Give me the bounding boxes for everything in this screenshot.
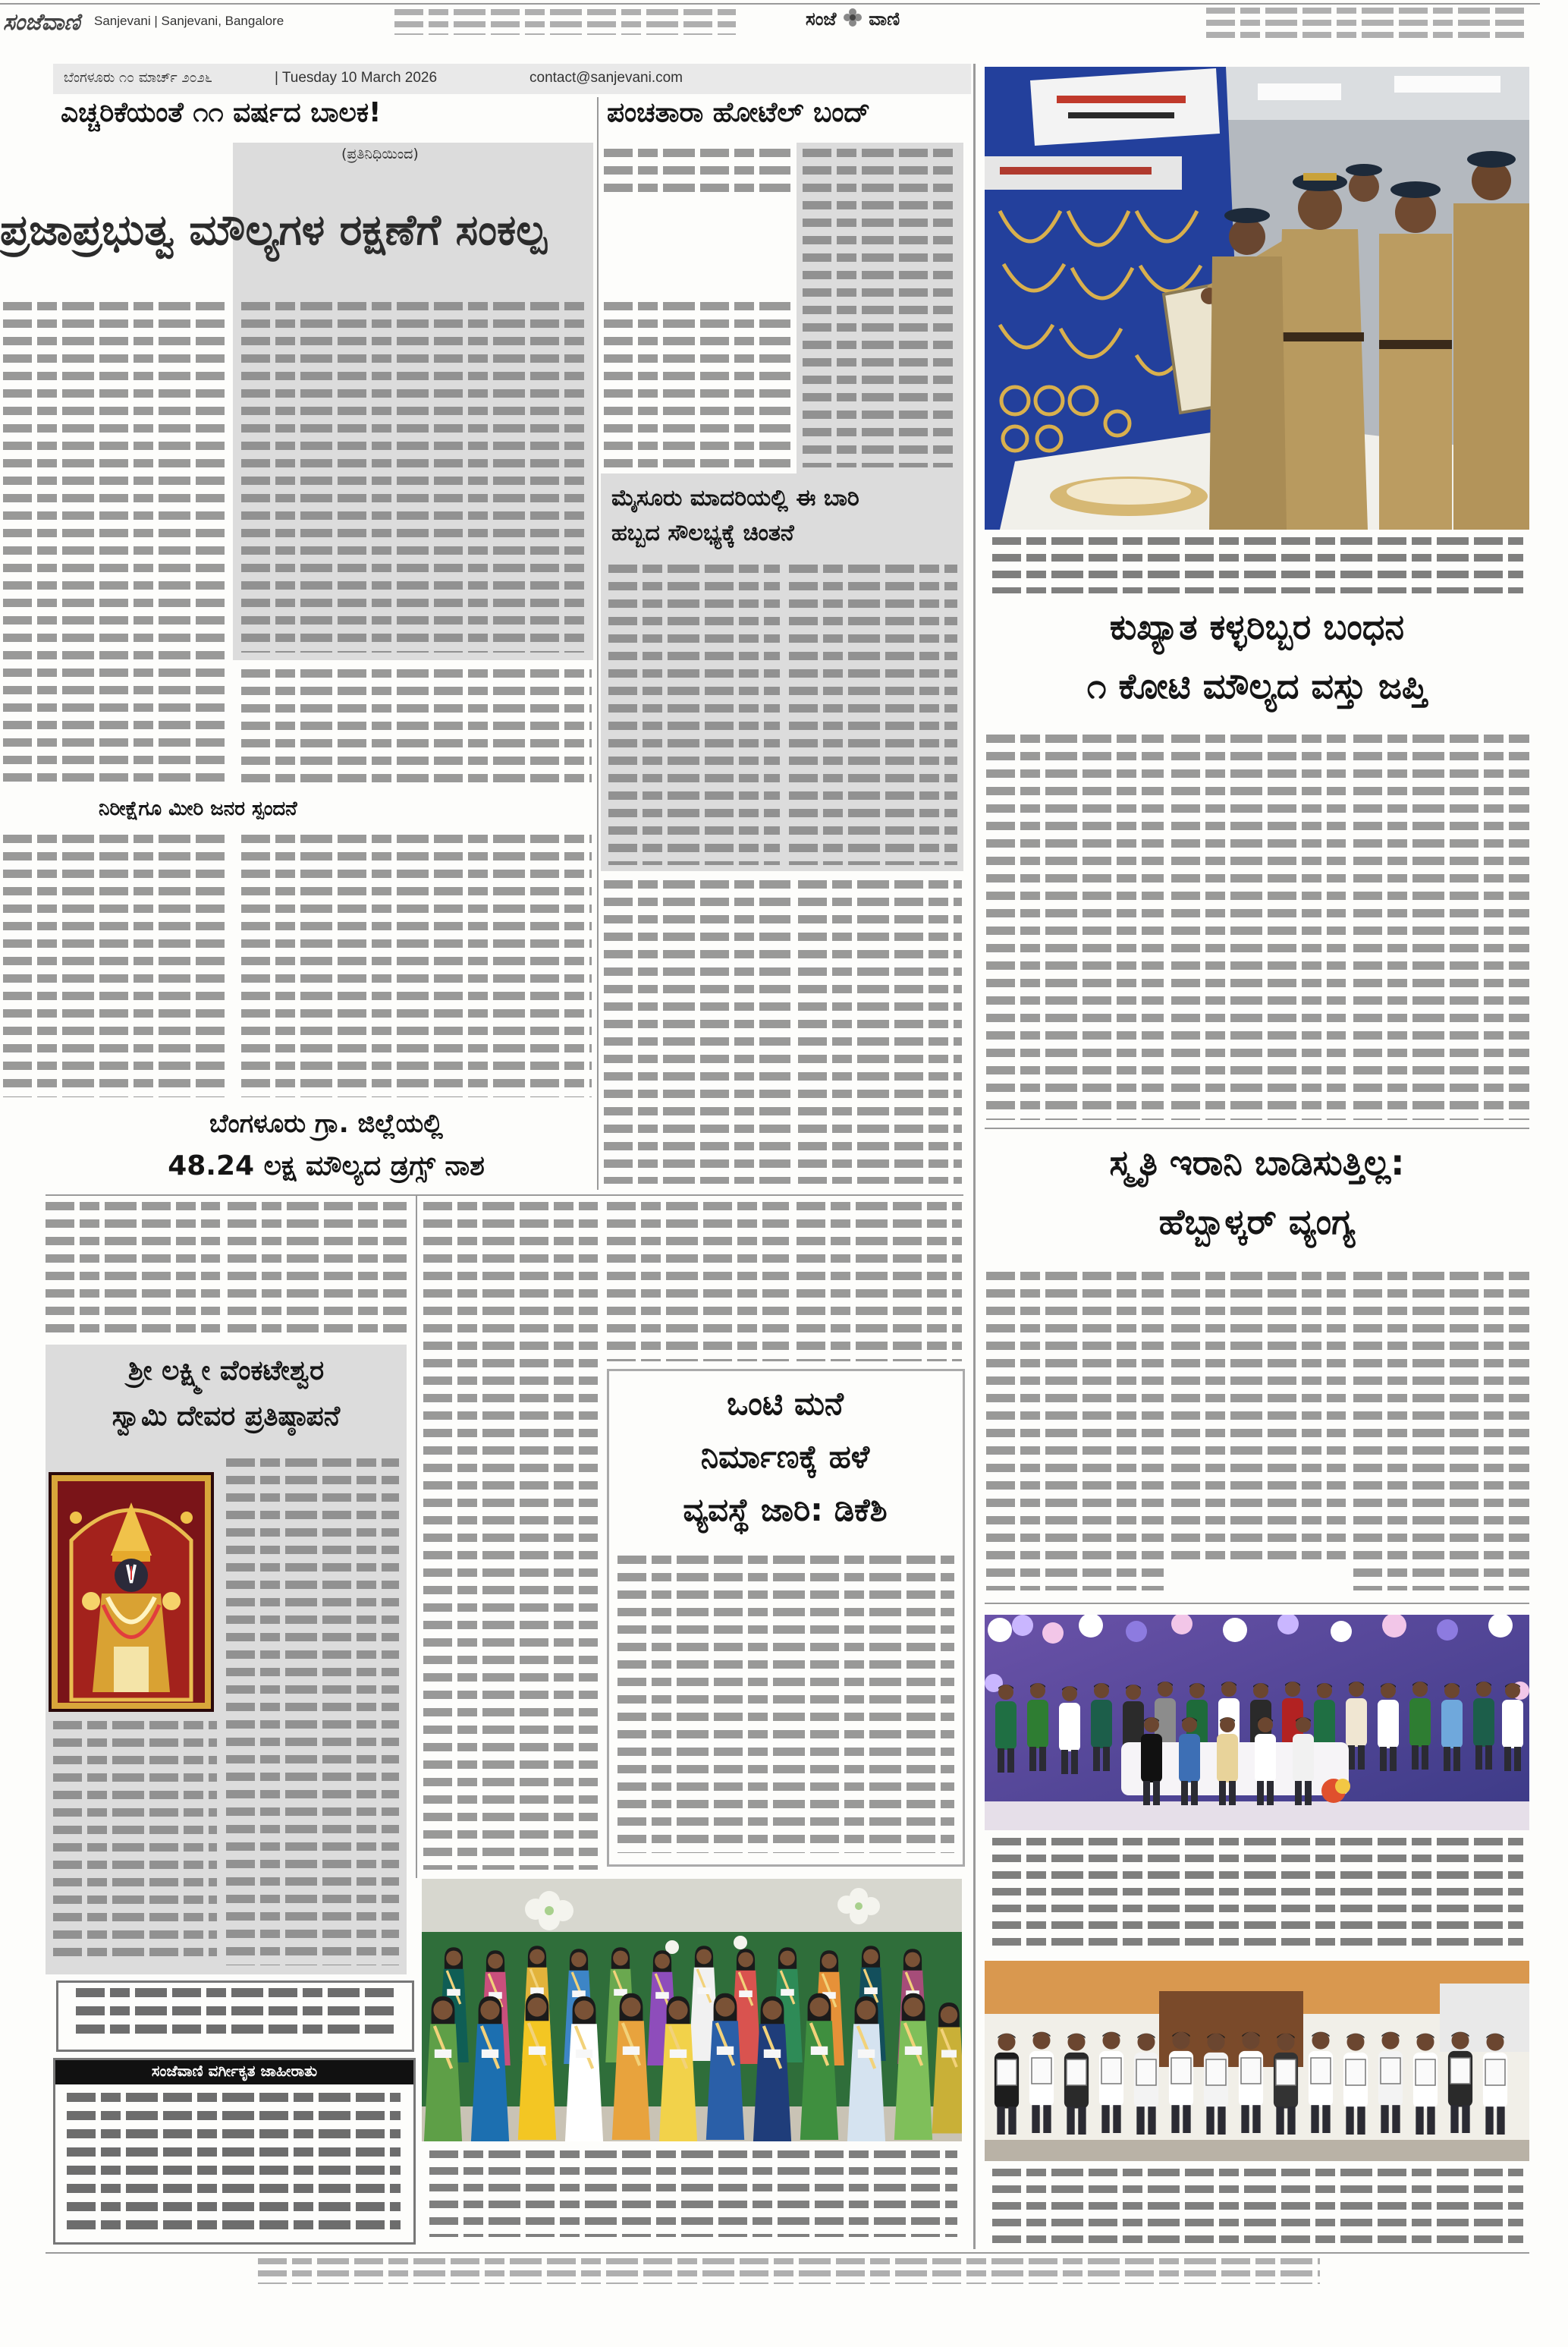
college-event-group-photo [985,1615,1529,1830]
irani-story-col-2 [1171,1272,1346,1560]
hotel-story-body-2 [604,149,790,199]
top-right-info [1206,8,1529,38]
women-group-photo [422,1879,962,2141]
brand-right: ವಾಣಿ [869,8,900,30]
theft-headline-line-2: ೧ ಕೋಟಿ ಮೌಲ್ಯದ ವಸ್ತು ಜಪ್ತಿ [1086,666,1428,706]
classified-ad-text [67,2093,401,2234]
brand-left: ಸಂಜೆ [806,8,837,30]
temple-story-body-1 [226,1458,399,1965]
classified-header: ಸಂಜೆವಾಣಿ ವರ್ಗೀಕೃತ ಜಾಹೀರಾತು [151,2062,318,2080]
theft-headline-line-1: ಕುಖ್ಯಾತ ಕಳ್ಳರಿಬ್ಬರ ಬಂಧನ [1109,607,1405,647]
edition-line: Sanjevani | Sanjevani, Bangalore [94,14,284,28]
women-photo-caption [429,2150,957,2237]
lead-headline: ಎಚ್ಚರಿಕೆಯಂತೆ ೧೧ ವರ್ಷದ ಬಾಲಕ! [61,97,382,128]
publisher-info-text [394,9,736,35]
venkateshwara-deity-photo [49,1472,214,1712]
date-english: | Tuesday 10 March 2026 [275,70,438,86]
festival-continued-2 [798,880,962,1184]
police-jewellery-display-photo [985,67,1529,530]
lead-dateline: (ಪ್ರತಿನಿಧಿಯಿಂದ) [341,146,419,162]
masthead-brand [806,8,957,33]
irani-headline-line-1: ಸ್ಮೃತಿ ಇರಾನಿ ಬಾಡಿಸುತ್ತಿಲ್ಲ: [1109,1143,1405,1183]
theft-story-col-3 [1353,735,1529,1120]
flower-logo-icon [843,8,863,32]
festival-story-body-1 [608,565,780,865]
date-kannada: ಬೆಂಗಳೂರು ೧೦ ಮಾರ್ಚ್ ೨೦೨೬ [64,70,212,86]
drugs-story-col-2 [228,1202,407,1336]
festival-continued-1 [604,880,790,1184]
theft-story-col-2 [1171,735,1346,1120]
banner-headline: ಪ್ರಜಾಪ್ರಭುತ್ವ ಮೌಲ್ಯಗಳ ರಕ್ಷಣೆಗೆ ಸಂಕಲ್ಪ [0,206,547,255]
lead-story-col-4 [241,669,592,791]
drugs-story-col-1 [46,1202,220,1336]
lead-story-col-5 [3,835,228,1097]
temple-story-body-2 [53,1721,217,1965]
small-logo: ಸಂಜೆವಾಣಿ [3,9,80,36]
section-subhead: ನಿರೀಕ್ಷೆಗೂ ಮೀರಿ ಜನರ ಸ್ಪಂದನೆ [99,798,297,820]
notice-ad-text [76,1988,394,2041]
temple-headline-line-2: ಸ್ವಾಮಿ ದೇವರ ಪ್ರತಿಷ್ಠಾಪನೆ [112,1401,341,1432]
drugs-story-col-5 [797,1202,962,1361]
contact-email: contact@sanjevani.com [529,70,683,86]
pamphlets [997,2058,1505,2085]
irani-story-rule [985,1603,1529,1604]
top-rule [0,3,1540,5]
housing-story-body [617,1556,954,1853]
column-rule-bottom [416,1195,417,1878]
drugs-rule [46,1194,963,1196]
drugs-story-col-4 [607,1202,789,1361]
drugs-story-col-3 [423,1202,598,1870]
housing-headline-line-3: ವ್ಯವಸ್ಥೆ ಜಾರಿ: ಡಿಕೆಶಿ [683,1492,888,1528]
hotel-headline: ಪಂಚತಾರಾ ಹೋಟೆಲ್ ಬಂದ್ [607,97,871,128]
housing-headline-line-2: ನಿರ್ಮಾಣಕ್ಕೆ ಹಳೆ [700,1439,870,1475]
housing-headline-line-1: ಒಂಟಿ ಮನೆ [727,1386,844,1422]
pamphlet-release-group-photo [985,1961,1529,2161]
irani-story-col-3 [1353,1272,1529,1590]
irani-headline-line-2: ಹೆಬ್ಬಾಳ್ಕರ್ ವ್ಯಂಗ್ಯ [1158,1202,1356,1242]
theft-story-col-1 [986,735,1164,1120]
drugs-headline-line-1: ಬೆಂಗಳೂರು ಗ್ರಾ. ಜಿಲ್ಲೆಯಲ್ಲಿ [209,1109,443,1139]
footer-imprint [258,2258,1320,2284]
theft-story-rule [985,1128,1529,1129]
festival-story-body-2 [789,565,957,865]
footer-rule [46,2252,1529,2254]
lead-story-col-2 [241,302,587,653]
hotel-story-body [803,149,957,467]
lead-story-col-1 [3,302,228,788]
page-divider [973,64,976,2249]
lead-story-col-6 [241,835,592,1097]
lead-story-col-3 [604,302,790,467]
temple-headline-line-1: ಶ್ರೀ ಲಕ್ಷ್ಮೀ ವೆಂಕಟೇಶ್ವರ [127,1355,325,1386]
pamphlet-photo-caption [992,2169,1523,2245]
festival-headline-line-1: ಮೈಸೂರು ಮಾದರಿಯಲ್ಲಿ ಈ ಬಾರಿ [611,486,859,511]
police-photo-caption [992,537,1523,593]
irani-story-col-1 [986,1272,1164,1590]
college-photo-caption [992,1838,1523,1946]
drugs-headline-line-2: 48.24 ಲಕ್ಷ ಮೌಲ್ಯದ ಡ್ರಗ್ಸ್ ನಾಶ [168,1150,485,1181]
festival-headline-line-2: ಹಬ್ಬದ ಸೌಲಭ್ಯಕ್ಕೆ ಚಿಂತನೆ [611,521,794,546]
